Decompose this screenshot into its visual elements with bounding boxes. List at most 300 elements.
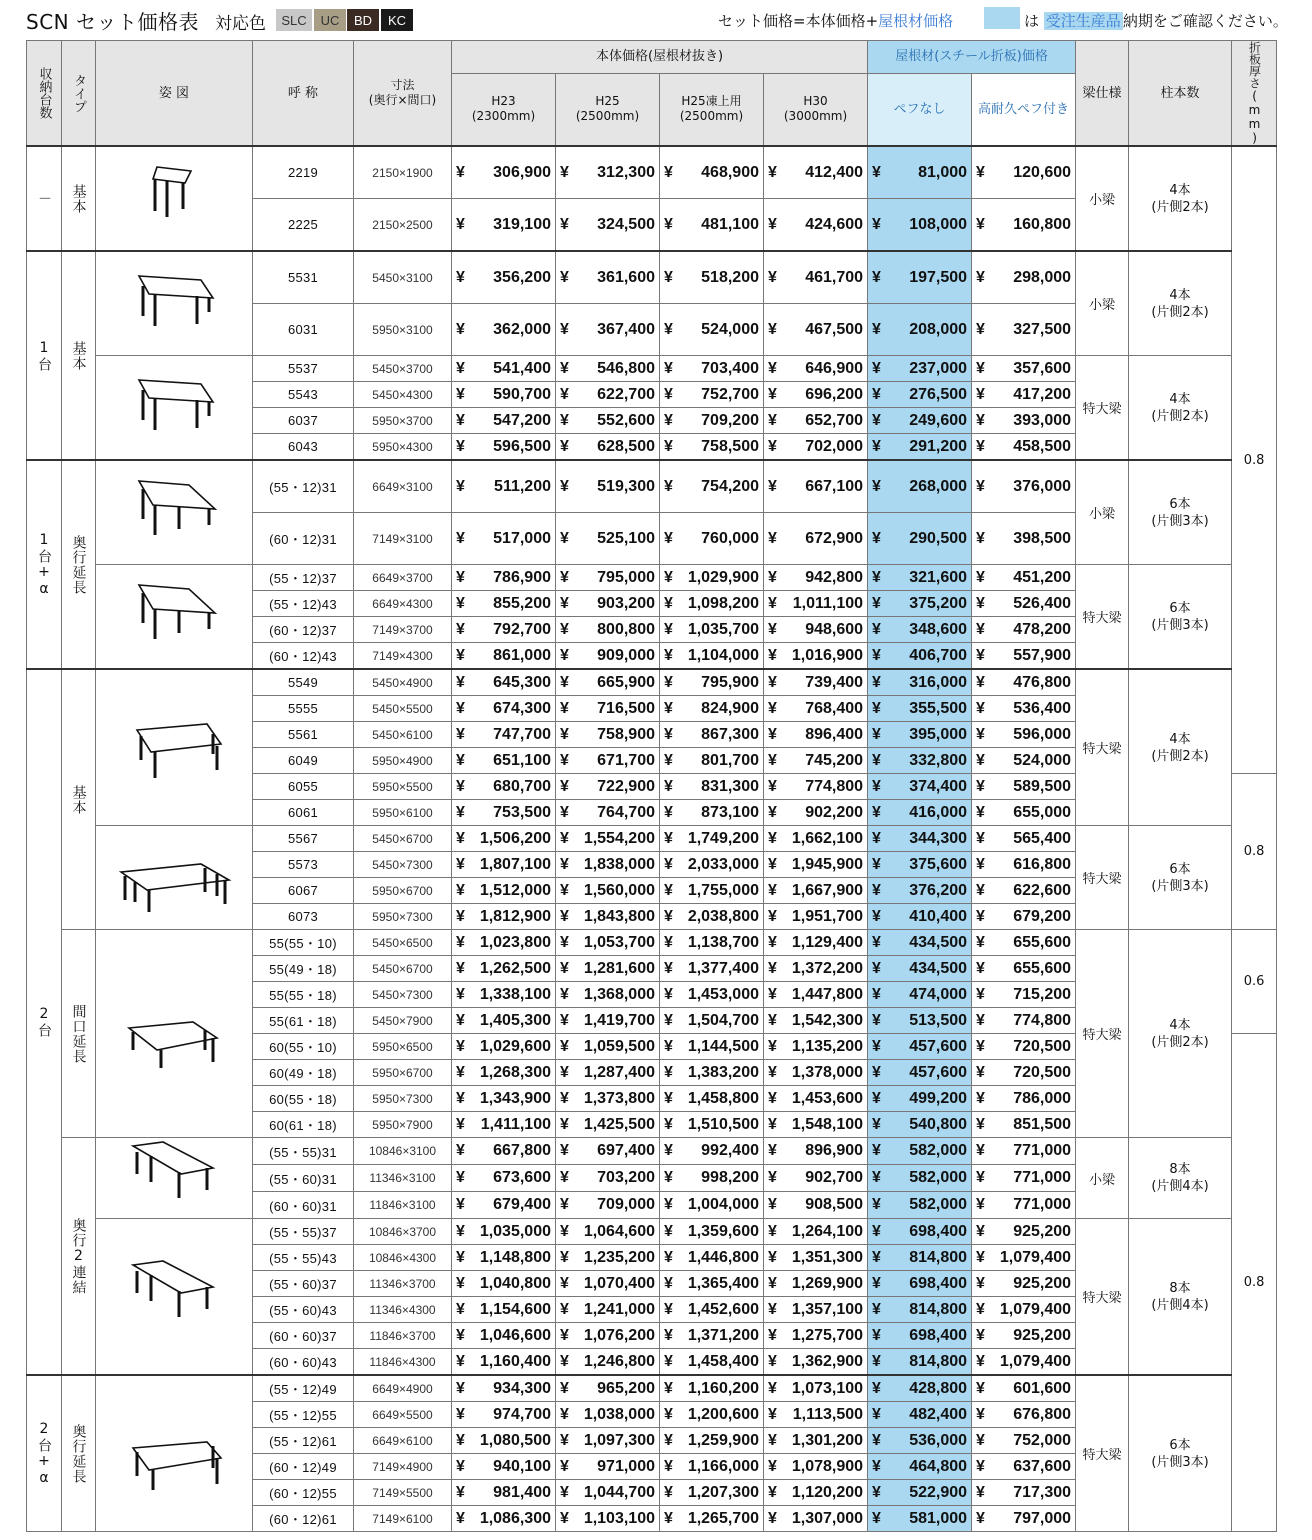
price-h25-cell bbox=[556, 513, 660, 565]
price-value: 908,500 bbox=[805, 1196, 864, 1213]
price-pef-cell bbox=[972, 852, 1076, 878]
price-value: 680,700 bbox=[493, 777, 551, 795]
yen-sign: ¥ bbox=[664, 803, 673, 821]
price-value: 596,500 bbox=[493, 437, 551, 455]
posts-per-side: (片側3本) bbox=[1151, 617, 1209, 633]
price-value: 758,900 bbox=[597, 725, 655, 743]
posts-count: 6本 bbox=[1169, 1437, 1191, 1453]
price-h30-cell bbox=[764, 1428, 868, 1454]
price-value: 461,700 bbox=[805, 268, 864, 286]
price-value: 1,275,700 bbox=[791, 1326, 864, 1344]
price-value: 375,600 bbox=[909, 855, 968, 873]
price-h25-cell bbox=[556, 1219, 660, 1245]
yen-sign: ¥ bbox=[768, 933, 777, 951]
col-h30 bbox=[764, 73, 868, 146]
price-h25-cell bbox=[556, 356, 660, 382]
price-value: 925,200 bbox=[1013, 1274, 1072, 1292]
price-h25-cell bbox=[556, 669, 660, 696]
yen-sign: ¥ bbox=[664, 725, 673, 743]
price-h25s-cell bbox=[660, 1323, 764, 1349]
yen-sign: ¥ bbox=[664, 1089, 673, 1107]
price-value: 1,554,200 bbox=[583, 829, 655, 847]
yen-sign: ¥ bbox=[768, 320, 777, 338]
legend-highlight: 受注生産品 bbox=[1045, 12, 1121, 30]
yen-sign: ¥ bbox=[872, 1011, 881, 1029]
yen-sign: ¥ bbox=[976, 163, 985, 181]
price-h25-cell bbox=[556, 1034, 660, 1060]
yen-sign: ¥ bbox=[976, 1509, 985, 1527]
table-body bbox=[27, 146, 1277, 1532]
price-value: 665,900 bbox=[597, 673, 655, 691]
price-value: 814,800 bbox=[909, 1352, 968, 1370]
price-h30-cell bbox=[764, 1349, 868, 1376]
col-h23 bbox=[452, 73, 556, 146]
dimension-cell: 11846×4300 bbox=[354, 1349, 452, 1376]
price-h23-cell bbox=[452, 878, 556, 904]
price-h23-cell bbox=[452, 304, 556, 356]
price-h25-cell bbox=[556, 643, 660, 670]
price-value: 1,154,600 bbox=[479, 1300, 551, 1318]
yen-sign: ¥ bbox=[872, 529, 881, 547]
posts-cell bbox=[1129, 826, 1232, 930]
yen-sign: ¥ bbox=[664, 881, 673, 899]
yen-sign: ¥ bbox=[976, 1379, 985, 1397]
price-value: 1,004,000 bbox=[687, 1196, 759, 1213]
price-h30-cell bbox=[764, 1480, 868, 1506]
price-value: 1,357,100 bbox=[791, 1300, 864, 1318]
price-value: 1,281,600 bbox=[583, 959, 655, 977]
dimension-cell: 11346×3100 bbox=[354, 1165, 452, 1192]
price-value: 458,500 bbox=[1013, 437, 1072, 455]
price-h25-cell bbox=[556, 1271, 660, 1297]
table-row bbox=[27, 1219, 1277, 1245]
yen-sign: ¥ bbox=[664, 1037, 673, 1055]
price-value: 1,411,100 bbox=[480, 1115, 551, 1133]
yen-sign: ¥ bbox=[560, 725, 569, 743]
col-h25s bbox=[660, 73, 764, 146]
type-cell: 奥行延長 bbox=[62, 1375, 96, 1532]
price-value: 374,400 bbox=[909, 777, 968, 795]
price-value: 1,301,200 bbox=[791, 1431, 864, 1449]
price-value: 1,264,100 bbox=[791, 1222, 864, 1240]
yen-sign: ¥ bbox=[976, 1142, 985, 1159]
price-h25-cell bbox=[556, 304, 660, 356]
price-roof-cell bbox=[868, 199, 972, 252]
pergola-roof-shape bbox=[139, 380, 213, 402]
pergola-small-drawing bbox=[109, 159, 239, 239]
price-roof-cell bbox=[868, 304, 972, 356]
price-value: 1,053,700 bbox=[583, 933, 655, 951]
price-value: 739,400 bbox=[805, 673, 864, 691]
price-h25-cell bbox=[556, 1060, 660, 1086]
price-value: 1,029,600 bbox=[479, 1037, 551, 1055]
price-value: 416,000 bbox=[909, 803, 968, 821]
price-h30-cell bbox=[764, 800, 868, 826]
price-h23-cell bbox=[452, 826, 556, 852]
table-header bbox=[27, 41, 1277, 147]
col-name: 呼 称 bbox=[253, 41, 354, 147]
price-value: 645,300 bbox=[493, 673, 551, 691]
yen-sign: ¥ bbox=[976, 359, 985, 377]
price-value: 896,900 bbox=[805, 1142, 864, 1159]
yen-sign: ¥ bbox=[456, 777, 465, 795]
price-pef-cell bbox=[972, 1034, 1076, 1060]
price-roof-cell bbox=[868, 1112, 972, 1138]
price-h23-cell bbox=[452, 643, 556, 670]
price-table bbox=[26, 40, 1277, 1532]
price-h30-cell bbox=[764, 382, 868, 408]
price-pef-cell bbox=[972, 1480, 1076, 1506]
yen-sign: ¥ bbox=[456, 1352, 465, 1370]
price-h23-cell bbox=[452, 1008, 556, 1034]
price-value: 1,377,400 bbox=[687, 959, 759, 977]
yen-sign: ¥ bbox=[456, 1274, 465, 1292]
yen-sign: ¥ bbox=[456, 1431, 465, 1449]
storage-count-cell: 2台+α bbox=[27, 1375, 62, 1532]
price-roof-cell bbox=[868, 930, 972, 956]
yen-sign: ¥ bbox=[872, 855, 881, 873]
model-name-cell: 5573 bbox=[253, 852, 354, 878]
price-pef-cell bbox=[972, 1112, 1076, 1138]
yen-sign: ¥ bbox=[976, 268, 985, 286]
colors-label: 対応色 bbox=[215, 14, 266, 34]
col-storage: 収納台数 bbox=[27, 41, 62, 147]
price-value: 1,120,200 bbox=[791, 1483, 864, 1501]
yen-sign: ¥ bbox=[456, 959, 465, 977]
price-pef-cell bbox=[972, 878, 1076, 904]
pergola-roof-shape bbox=[139, 585, 215, 613]
model-name-cell: (55・60)31 bbox=[253, 1165, 354, 1192]
price-value: 1,269,900 bbox=[791, 1274, 864, 1292]
price-value: 1,040,800 bbox=[479, 1274, 551, 1292]
col-posts: 柱本数 bbox=[1129, 41, 1232, 147]
price-h23-cell bbox=[452, 1323, 556, 1349]
price-roof-cell bbox=[868, 748, 972, 774]
price-value: 1,945,900 bbox=[791, 855, 864, 873]
yen-sign: ¥ bbox=[872, 1274, 881, 1292]
price-value: 1,351,300 bbox=[791, 1248, 864, 1266]
yen-sign: ¥ bbox=[664, 1196, 673, 1213]
price-value: 1,373,800 bbox=[583, 1089, 655, 1107]
yen-sign: ¥ bbox=[872, 1405, 881, 1423]
yen-sign: ¥ bbox=[664, 673, 673, 691]
price-value: 698,400 bbox=[909, 1326, 968, 1344]
model-name-cell: 55(49・18) bbox=[253, 956, 354, 982]
yen-sign: ¥ bbox=[768, 1115, 777, 1133]
price-h23-cell bbox=[452, 722, 556, 748]
yen-sign: ¥ bbox=[976, 320, 985, 338]
yen-sign: ¥ bbox=[976, 1326, 985, 1344]
yen-sign: ¥ bbox=[872, 359, 881, 377]
price-h25-cell bbox=[556, 1349, 660, 1376]
posts-count: 6本 bbox=[1169, 496, 1191, 512]
yen-sign: ¥ bbox=[872, 881, 881, 899]
yen-sign: ¥ bbox=[664, 1431, 673, 1449]
yen-sign: ¥ bbox=[872, 385, 881, 403]
model-name-cell: (55・12)61 bbox=[253, 1428, 354, 1454]
price-value: 646,900 bbox=[805, 359, 864, 377]
legend-note bbox=[1024, 10, 1288, 31]
page-title: SCN セット価格表 bbox=[26, 10, 199, 34]
price-value: 873,100 bbox=[701, 803, 759, 821]
price-h25s-cell bbox=[660, 669, 764, 696]
model-name-cell: 6055 bbox=[253, 774, 354, 800]
price-value: 434,500 bbox=[909, 933, 968, 951]
price-value: 581,000 bbox=[909, 1509, 968, 1527]
price-roof-cell bbox=[868, 696, 972, 722]
posts-cell bbox=[1129, 251, 1232, 356]
price-h23-cell bbox=[452, 904, 556, 930]
model-name-cell: 55(61・18) bbox=[253, 1008, 354, 1034]
price-h23-cell bbox=[452, 1506, 556, 1532]
price-h23-cell bbox=[452, 852, 556, 878]
price-value: 1,160,400 bbox=[479, 1352, 551, 1370]
price-roof-cell bbox=[868, 460, 972, 513]
price-value: 715,200 bbox=[1013, 985, 1072, 1003]
yen-sign: ¥ bbox=[976, 1483, 985, 1501]
price-value: 655,600 bbox=[1013, 959, 1072, 977]
price-pef-cell bbox=[972, 199, 1076, 252]
price-pef-cell bbox=[972, 304, 1076, 356]
storage-count-cell: － bbox=[27, 146, 62, 251]
dimension-cell: 7149×3700 bbox=[354, 617, 452, 643]
yen-sign: ¥ bbox=[976, 751, 985, 769]
price-value: 582,000 bbox=[909, 1169, 968, 1186]
posts-cell bbox=[1129, 356, 1232, 461]
figure-cell bbox=[96, 1219, 253, 1376]
dimension-cell: 6649×6100 bbox=[354, 1428, 452, 1454]
yen-sign: ¥ bbox=[456, 933, 465, 951]
yen-sign: ¥ bbox=[560, 411, 569, 429]
dimension-cell: 5950×3100 bbox=[354, 304, 452, 356]
yen-sign: ¥ bbox=[456, 359, 465, 377]
yen-sign: ¥ bbox=[560, 1457, 569, 1475]
price-h25-cell bbox=[556, 852, 660, 878]
price-roof-cell bbox=[868, 1506, 972, 1532]
price-value: 774,800 bbox=[1013, 1011, 1072, 1029]
price-value: 637,600 bbox=[1013, 1457, 1072, 1475]
price-h30-cell bbox=[764, 1297, 868, 1323]
price-pef-cell bbox=[972, 800, 1076, 826]
yen-sign: ¥ bbox=[456, 725, 465, 743]
yen-sign: ¥ bbox=[456, 1222, 465, 1240]
price-value: 321,600 bbox=[909, 568, 968, 586]
price-h23-cell bbox=[452, 669, 556, 696]
price-roof-cell bbox=[868, 1480, 972, 1506]
yen-sign: ¥ bbox=[872, 985, 881, 1003]
yen-sign: ¥ bbox=[560, 751, 569, 769]
yen-sign: ¥ bbox=[768, 855, 777, 873]
price-value: 752,000 bbox=[1013, 1431, 1072, 1449]
price-value: 764,700 bbox=[597, 803, 655, 821]
yen-sign: ¥ bbox=[664, 751, 673, 769]
price-value: 1,453,600 bbox=[791, 1089, 864, 1107]
price-value: 1,453,000 bbox=[687, 985, 759, 1003]
price-value: 316,000 bbox=[909, 673, 968, 691]
price-value: 1,080,500 bbox=[479, 1431, 551, 1449]
price-value: 1,207,300 bbox=[687, 1483, 759, 1501]
yen-sign: ¥ bbox=[664, 1326, 673, 1344]
price-pef-cell bbox=[972, 434, 1076, 461]
yen-sign: ¥ bbox=[560, 359, 569, 377]
price-value: 1,246,800 bbox=[583, 1352, 655, 1370]
dimension-cell: 7149×6100 bbox=[354, 1506, 452, 1532]
price-h25-cell bbox=[556, 878, 660, 904]
price-value: 120,600 bbox=[1013, 163, 1072, 181]
yen-sign: ¥ bbox=[872, 777, 881, 795]
price-h25s-cell bbox=[660, 982, 764, 1008]
price-h25s-cell bbox=[660, 199, 764, 252]
price-h23-cell bbox=[452, 774, 556, 800]
price-value: 814,800 bbox=[909, 1300, 968, 1318]
price-value: 628,500 bbox=[597, 437, 655, 455]
yen-sign: ¥ bbox=[664, 699, 673, 717]
yen-sign: ¥ bbox=[872, 1300, 881, 1318]
price-value: 720,500 bbox=[1013, 1063, 1072, 1081]
yen-sign: ¥ bbox=[664, 959, 673, 977]
price-value: 451,200 bbox=[1013, 568, 1072, 586]
yen-sign: ¥ bbox=[976, 477, 985, 495]
yen-sign: ¥ bbox=[976, 673, 985, 691]
price-h23-cell bbox=[452, 956, 556, 982]
price-h30-cell bbox=[764, 1219, 868, 1245]
price-value: 1,368,000 bbox=[583, 985, 655, 1003]
yen-sign: ¥ bbox=[872, 1222, 881, 1240]
price-pef-cell bbox=[972, 1323, 1076, 1349]
yen-sign: ¥ bbox=[456, 411, 465, 429]
price-value: 1,512,000 bbox=[479, 881, 551, 899]
price-value: 698,400 bbox=[909, 1274, 968, 1292]
price-value: 1,135,200 bbox=[791, 1037, 864, 1055]
price-h25s-cell bbox=[660, 1271, 764, 1297]
model-name-cell: 5567 bbox=[253, 826, 354, 852]
yen-sign: ¥ bbox=[872, 568, 881, 586]
model-name-cell: (55・12)37 bbox=[253, 565, 354, 591]
legend-suffix: 納期をご確認ください。 bbox=[1122, 12, 1288, 30]
price-pef-cell bbox=[972, 1245, 1076, 1271]
posts-count: 4本 bbox=[1169, 391, 1191, 407]
yen-sign: ¥ bbox=[560, 163, 569, 181]
yen-sign: ¥ bbox=[976, 777, 985, 795]
price-h30-cell bbox=[764, 460, 868, 513]
yen-sign: ¥ bbox=[456, 1063, 465, 1081]
dimension-cell: 10846×3100 bbox=[354, 1138, 452, 1165]
pergola-one-drawing bbox=[109, 264, 239, 344]
model-name-cell: 55(55・10) bbox=[253, 930, 354, 956]
price-h23-cell bbox=[452, 591, 556, 617]
yen-sign: ¥ bbox=[456, 1196, 465, 1213]
price-value: 1,662,100 bbox=[791, 829, 864, 847]
price-h30-cell bbox=[764, 565, 868, 591]
yen-sign: ¥ bbox=[560, 268, 569, 286]
posts-per-side: (片側2本) bbox=[1151, 199, 1209, 215]
price-value: 547,200 bbox=[493, 411, 551, 429]
price-value: 1,371,200 bbox=[687, 1326, 759, 1344]
yen-sign: ¥ bbox=[872, 1196, 881, 1213]
price-h25s-cell bbox=[660, 1349, 764, 1376]
price-value: 771,000 bbox=[1013, 1142, 1072, 1159]
price-value: 771,000 bbox=[1013, 1169, 1072, 1186]
price-roof-cell bbox=[868, 956, 972, 982]
price-value: 552,600 bbox=[597, 411, 655, 429]
price-value: 540,800 bbox=[909, 1115, 968, 1133]
pergola-twoext-drawing bbox=[109, 1414, 239, 1494]
yen-sign: ¥ bbox=[768, 1483, 777, 1501]
storage-count-cell: 2台 bbox=[27, 669, 62, 1375]
price-h25s-cell bbox=[660, 1428, 764, 1454]
price-h30-cell bbox=[764, 1506, 868, 1532]
price-pef-cell bbox=[972, 956, 1076, 982]
price-h25s-cell bbox=[660, 460, 764, 513]
price-roof-cell bbox=[868, 904, 972, 930]
price-h25-cell bbox=[556, 722, 660, 748]
price-note-prefix: セット価格=本体価格+ bbox=[718, 12, 879, 30]
dimension-cell: 5450×7900 bbox=[354, 1008, 452, 1034]
price-h25s-cell bbox=[660, 1112, 764, 1138]
yen-sign: ¥ bbox=[456, 803, 465, 821]
price-roof-cell bbox=[868, 513, 972, 565]
posts-per-side: (片側3本) bbox=[1151, 878, 1209, 894]
price-roof-cell bbox=[868, 617, 972, 643]
price-pef-cell bbox=[972, 1138, 1076, 1165]
price-value: 1,506,200 bbox=[479, 829, 551, 847]
price-value: 324,500 bbox=[597, 215, 655, 233]
price-value: 1,200,600 bbox=[687, 1405, 759, 1423]
price-h25s-cell bbox=[660, 434, 764, 461]
price-h25-cell bbox=[556, 1192, 660, 1219]
dimension-cell: 5950×7300 bbox=[354, 1086, 452, 1112]
yen-sign: ¥ bbox=[976, 1352, 985, 1370]
yen-sign: ¥ bbox=[768, 1142, 777, 1159]
price-value: 1,807,100 bbox=[479, 855, 551, 873]
yen-sign: ¥ bbox=[560, 673, 569, 691]
yen-sign: ¥ bbox=[560, 437, 569, 455]
price-roof-cell bbox=[868, 146, 972, 199]
price-h25-cell bbox=[556, 591, 660, 617]
price-value: 720,500 bbox=[1013, 1037, 1072, 1055]
yen-sign: ¥ bbox=[456, 1037, 465, 1055]
yen-sign: ¥ bbox=[560, 594, 569, 612]
price-value: 1,035,700 bbox=[687, 620, 759, 638]
yen-sign: ¥ bbox=[872, 959, 881, 977]
pergola-twowide-drawing bbox=[109, 838, 239, 918]
price-value: 457,600 bbox=[909, 1063, 968, 1081]
yen-sign: ¥ bbox=[768, 699, 777, 717]
dimension-cell: 5950×6700 bbox=[354, 1060, 452, 1086]
yen-sign: ¥ bbox=[664, 1142, 673, 1159]
dimension-cell: 10846×4300 bbox=[354, 1245, 452, 1271]
price-value: 268,000 bbox=[909, 477, 968, 495]
yen-sign: ¥ bbox=[456, 1457, 465, 1475]
price-pef-cell bbox=[972, 1008, 1076, 1034]
table-row bbox=[27, 251, 1277, 304]
posts-per-side: (片側3本) bbox=[1151, 1454, 1209, 1470]
posts-cell bbox=[1129, 146, 1232, 251]
col-figure: 姿 図 bbox=[96, 41, 253, 147]
price-h23-cell bbox=[452, 1034, 556, 1060]
posts-per-side: (片側2本) bbox=[1151, 304, 1209, 320]
price-roof-cell bbox=[868, 1165, 972, 1192]
yen-sign: ¥ bbox=[560, 529, 569, 547]
price-value: 1,073,100 bbox=[791, 1379, 864, 1397]
price-pef-cell bbox=[972, 748, 1076, 774]
h23-label: H23 bbox=[491, 94, 516, 109]
price-pef-cell bbox=[972, 565, 1076, 591]
yen-sign: ¥ bbox=[456, 437, 465, 455]
price-h23-cell bbox=[452, 356, 556, 382]
yen-sign: ¥ bbox=[456, 646, 465, 664]
price-roof-cell bbox=[868, 591, 972, 617]
